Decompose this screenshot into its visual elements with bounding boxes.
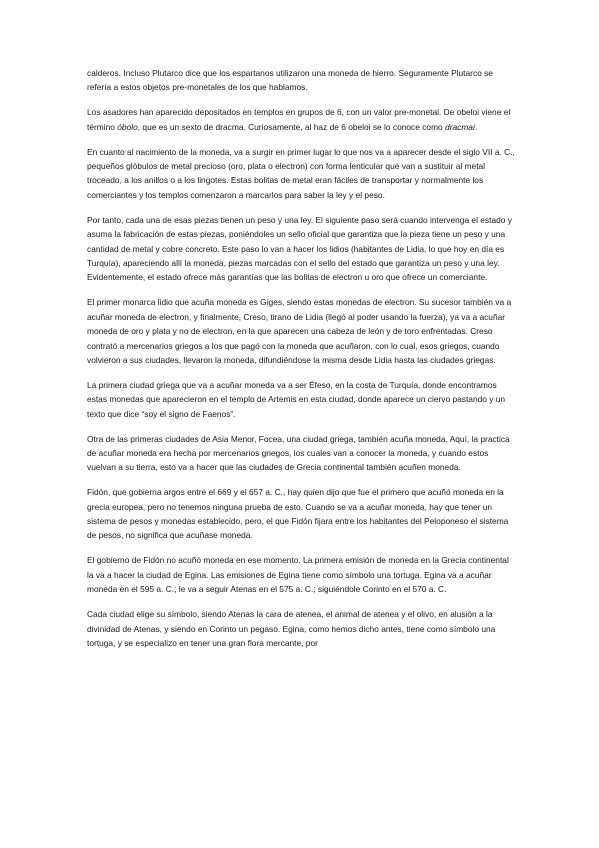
paragraph-9-text: El gobierno de Fidón no acuñó moneda en ese momento. La primera emisión de moneda en la Grecia continental la va a hacer la ciudad de Egina. Las emisiones de Egina tiene como símbolo una tortuga. Egina va a acuñar moneda en el 595 a. C.; le va a seguir Atenas en el 575 a. C.; siguiéndole Corinto en el 570 a. C. bbox=[87, 555, 509, 595]
term-dracmai: dracmai bbox=[445, 121, 475, 132]
paragraph-7 bbox=[87, 432, 515, 475]
term-obolo: óbolo bbox=[117, 121, 138, 132]
paragraph-10 bbox=[87, 607, 515, 650]
paragraph-8-text: Fidón, que gobierna argos entre el 669 y el 657 a. C., hay quien dijo que fue el primero que acuñó moneda en la grecia europea, pero no tenemos ninguna prueba de esto. Cuando se va a acuñar moneda, hay que tener un sistema de pesos y monedas establecido, pero, el que Fidón fijara entre los habitantes del Peloponeso el sistema de pesos, no significa que acuñase moneda. bbox=[87, 487, 509, 541]
paragraph-10-text: Cada ciudad elige su símbolo, siendo Atenas la cara de atenea, el animal de atenea y el olivo, en alusión a la divinidad de Atenas, y siendo en Corinto un pegaso. Egina, como hemos dicho antes, tiene como símbolo una tortuga, y se especializo en tener una gran flora mercante, por bbox=[87, 609, 496, 648]
paragraph-2-text-c: . bbox=[474, 121, 478, 132]
paragraph-5 bbox=[87, 295, 515, 367]
paragraph-5-text: El primer monarca lidio que acuña moneda es Giges, siendo estas monedas de electron. Su sucesor también va a acuñar moneda de electron, y finalmente, Creso, tirano de Lidia (llegó al poder usando la fuerza), ya va a acuñar moneda de oro y plata y no de electron, en la que aparecen una cabeza de león y de toro enfrentadas. Creso contrató a mercenarios griegos a los que pagó con la moneda que acuñaron, con lo cual, esos griegos, cuando volvieron a sus ciudades, llevaron la moneda, difundiéndose la misma desde Lidia hasta las ciudades griegas. bbox=[87, 297, 512, 365]
paragraph-1-text: calderos. Incluso Plutarco dice que los espartanos utilizaron una moneda de hierro. Seguramente Plutarco se refería a estos objetos pre-monetales de los que hablamos. bbox=[87, 68, 493, 93]
paragraph-9 bbox=[87, 553, 515, 596]
document-page bbox=[87, 66, 515, 661]
paragraph-3 bbox=[87, 145, 515, 203]
paragraph-7-text: Otra de las primeras ciudades de Asia Menor, Focea, una ciudad griega, también acuña moneda. Aquí, la practica de acuñar moneda era hecha por mercenarios griegos, los cuales van a conocer la moneda, y cuando estos vuelvan a su tierra, esto va a hacer que las ciudades de Grecia continental también acuñen moneda. bbox=[87, 433, 510, 473]
paragraph-6 bbox=[87, 378, 515, 421]
paragraph-4 bbox=[87, 213, 515, 285]
paragraph-2-text-b: , que es un sexto de dracma. Curiosamente, al haz de 6 obeloi se lo conoce como bbox=[137, 121, 446, 132]
paragraph-2 bbox=[87, 105, 515, 134]
paragraph-1 bbox=[87, 66, 515, 95]
paragraph-8 bbox=[87, 485, 515, 543]
paragraph-6-text: La primera ciudad griega que va a acuñar moneda va a ser Éfeso, en la costa de Turquía, donde encontramos estas monedas que aparecieron en el templo de Artemis en esta ciudad, donde aparece un ciervo pastando y un texto que dice “soy el signo de Faenos”. bbox=[87, 379, 506, 419]
paragraph-2-text-a: Los asadores han aparecido depositados en templos en grupos de 6, con un valor pre-monetal. De obeloi viene el término bbox=[87, 107, 511, 132]
paragraph-4-text: Por tanto, cada una de esas piezas tienen un peso y una ley. El siguiente paso será cuando intervenga el estado y asuma la fabricación de estas piezas, poniéndoles un sello oficial que garantiza que la pieza tiene un peso y una cantidad de metal y cobre concreto. Este paso lo van a hacer los lidios (habitantes de Lidia, lo que hoy en día es Turquía), apareciendo allí la moneda, piezas marcadas con el sello del estado que garantiza un peso y una ley. Evidentemente, el estado ofrece más garantías que las bolitas de electron u oro que ofrece un comerciante. bbox=[87, 214, 512, 283]
paragraph-3-text: En cuanto al nacimiento de la moneda, va a surgir en primer lugar lo que nos va a aparecer desde el siglo VII a. C., pequeños glóbulos de metal precioso (oro, plata o electron) con forma lenticular que van a sustituir al metal troceado, a los anillos o a los lingotes. Estas bolitas de metal eran fáciles de transportar y normalmente los comerciantes y los templos comenzaron a marcarlos para saber la ley y el peso. bbox=[87, 146, 515, 200]
